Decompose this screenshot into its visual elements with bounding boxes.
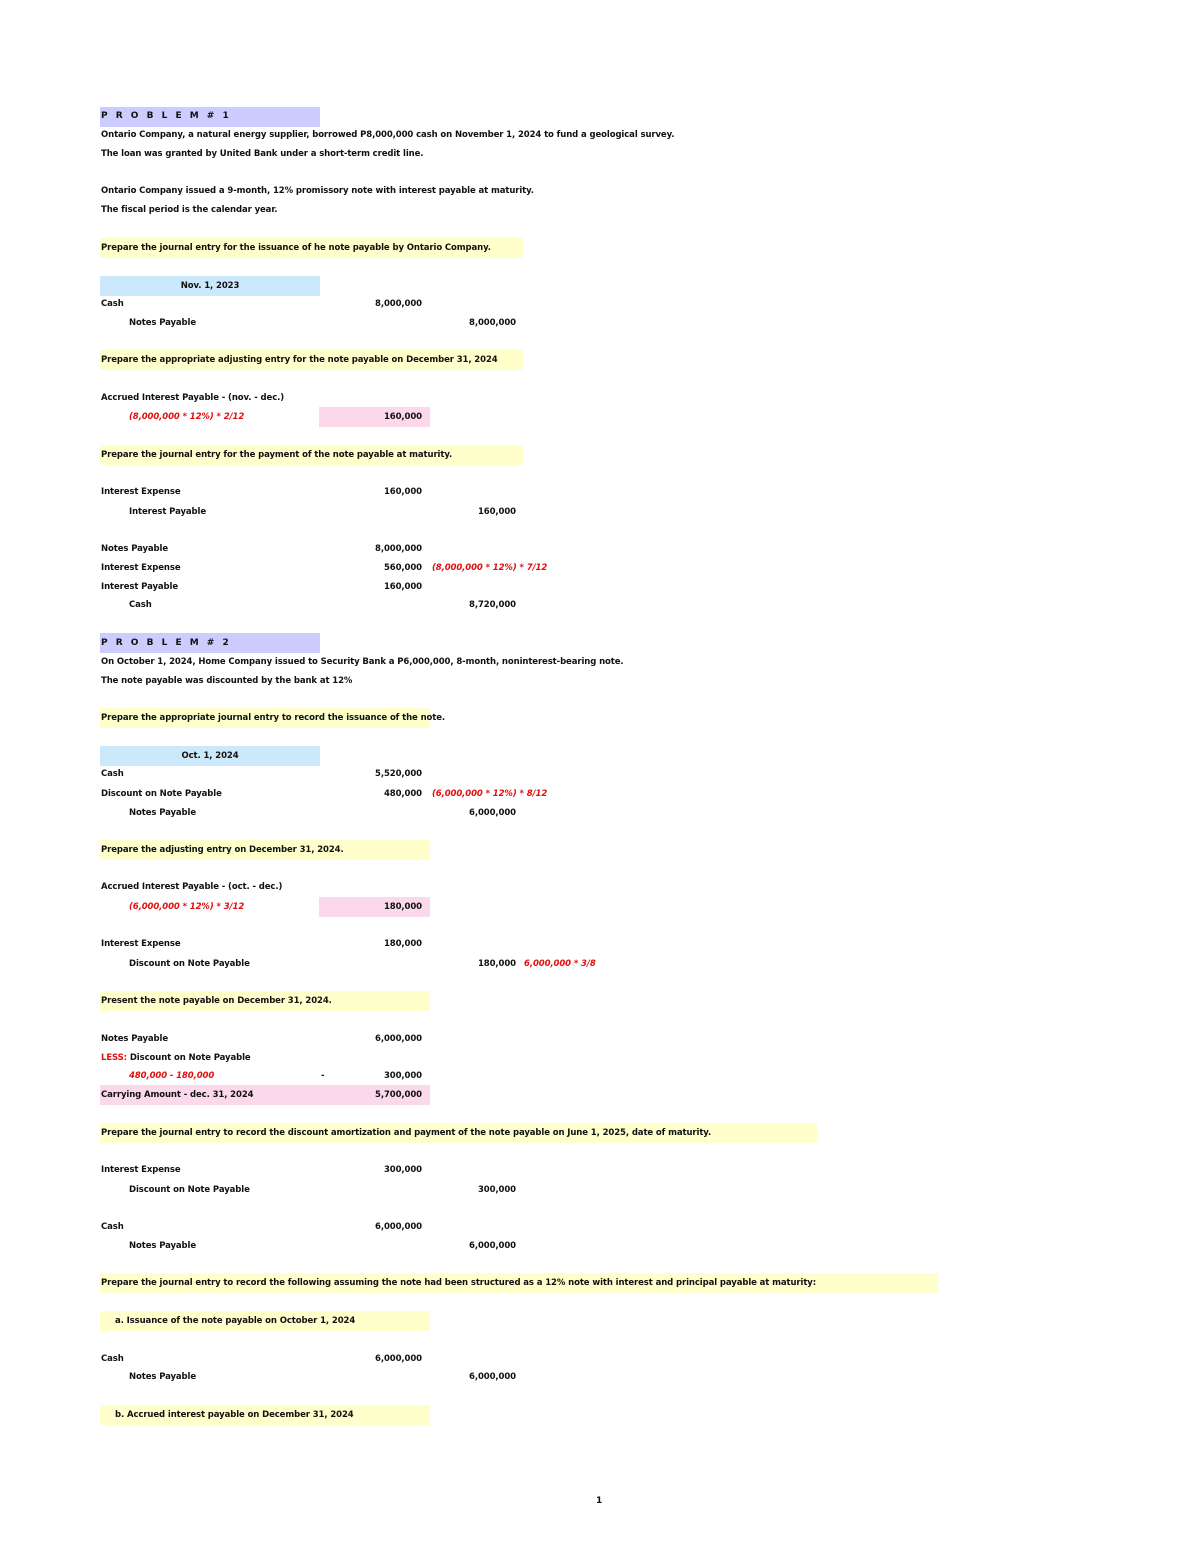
p2-e5-notes-payable-credit: 6,000,000 <box>469 1241 516 1251</box>
p2-e2-interest-expense-debit: 180,000 <box>383 939 422 949</box>
p1-accrued-formula: (8,000,000 * 12%) * 2/12 <box>129 412 245 422</box>
p1-e3-interest-expense-debit: 160,000 <box>383 487 422 497</box>
p2-ea-notes-payable-credit: 6,000,000 <box>469 1372 516 1382</box>
p1-e3-interest-expense: Interest Expense <box>101 487 181 497</box>
p2-e2-interest-expense: Interest Expense <box>101 939 181 949</box>
p2-accrued-value: 180,000 <box>383 902 422 912</box>
p2-intro-1: On October 1, 2024, Home Company issued to Security Bank a P6,000,000, 8-month, noninterest-bearing note. <box>101 657 624 667</box>
p2-question-4: Prepare the journal entry to record the discount amortization and payment of the note payable on June 1, 2025, date of maturity. <box>101 1128 712 1138</box>
p2-pres-notes-payable-value: 6,000,000 <box>375 1034 422 1044</box>
p2-pres-less-line <box>101 1052 251 1064</box>
p2-e4-discount-credit: 300,000 <box>477 1185 516 1195</box>
p2-carrying-value: 5,700,000 <box>375 1090 422 1100</box>
p2-title: P R O B L E M # 2 <box>101 638 232 648</box>
p1-e1-cash: Cash <box>101 299 124 309</box>
p2-e1-discount-debit: 480,000 <box>383 789 422 799</box>
p1-intro-2: The loan was granted by United Bank under a short-term credit line. <box>101 149 424 159</box>
p2-pres-notes-payable: Notes Payable <box>101 1034 169 1044</box>
p2-pres-discount: Discount on Note Payable <box>126 1053 251 1063</box>
p1-e1-cash-debit: 8,000,000 <box>375 299 422 309</box>
p2-accrued-formula: (6,000,000 * 12%) * 3/12 <box>129 902 245 912</box>
p1-e4-interest-payable-debit: 160,000 <box>383 582 422 592</box>
p2-pres-discount-value: 300,000 <box>383 1071 422 1081</box>
p2-e1-notes-payable-credit: 6,000,000 <box>469 808 516 818</box>
p2-e1-discount: Discount on Note Payable <box>101 789 222 799</box>
p1-intro-3: Ontario Company issued a 9-month, 12% promissory note with interest payable at maturity. <box>101 186 534 196</box>
p1-e4-cash: Cash <box>129 600 152 610</box>
p2-e1-notes-payable: Notes Payable <box>129 808 197 818</box>
p2-e1-discount-formula: (6,000,000 * 12%) * 8/12 <box>432 789 548 799</box>
p1-e4-interest-expense-debit: 560,000 <box>383 563 422 573</box>
p1-e3-interest-payable-credit: 160,000 <box>477 507 516 517</box>
p2-e5-cash-debit: 6,000,000 <box>375 1222 422 1232</box>
p2-pres-less: LESS: <box>101 1053 127 1063</box>
p2-pres-dash: - <box>321 1071 325 1081</box>
p1-accrued-value: 160,000 <box>383 412 422 422</box>
p2-ea-cash: Cash <box>101 1354 124 1364</box>
p2-ea-notes-payable: Notes Payable <box>129 1372 197 1382</box>
p1-e3-interest-payable: Interest Payable <box>129 507 206 517</box>
p1-e4-notes-payable-debit: 8,000,000 <box>375 544 422 554</box>
p2-question-a: a. Issuance of the note payable on October 1, 2024 <box>115 1316 356 1326</box>
p2-question-b: b. Accrued interest payable on December 31, 2024 <box>115 1410 354 1420</box>
p2-e2-discount-credit: 180,000 <box>477 959 516 969</box>
p1-e4-interest-formula: (8,000,000 * 12%) * 7/12 <box>432 563 548 573</box>
p2-e5-cash: Cash <box>101 1222 124 1232</box>
p1-question-2: Prepare the appropriate adjusting entry for the note payable on December 31, 2024 <box>101 355 498 365</box>
p1-question-1: Prepare the journal entry for the issuance of he note payable by Ontario Company. <box>101 243 491 253</box>
p2-question-5: Prepare the journal entry to record the following assuming the note had been structured as a 12% note with interest and principal payable at maturity: <box>101 1278 817 1288</box>
p2-e1-cash: Cash <box>101 769 124 779</box>
p2-intro-2: The note payable was discounted by the bank at 12% <box>101 676 353 686</box>
page-number: 1 <box>596 1496 603 1506</box>
p2-carrying-label: Carrying Amount - dec. 31, 2024 <box>101 1090 254 1100</box>
p1-e4-interest-payable: Interest Payable <box>101 582 178 592</box>
p1-e4-interest-expense: Interest Expense <box>101 563 181 573</box>
p1-e1-notes-payable: Notes Payable <box>129 318 197 328</box>
p2-e2-discount: Discount on Note Payable <box>129 959 250 969</box>
p1-accrued-label: Accrued Interest Payable - (nov. - dec.) <box>101 393 285 403</box>
p2-ea-cash-debit: 6,000,000 <box>375 1354 422 1364</box>
p2-entry-date: Oct. 1, 2024 <box>181 751 239 761</box>
p2-e4-interest-expense: Interest Expense <box>101 1165 181 1175</box>
p2-accrued-label: Accrued Interest Payable - (oct. - dec.) <box>101 882 283 892</box>
p1-e4-cash-credit: 8,720,000 <box>469 600 516 610</box>
p1-title: P R O B L E M # 1 <box>101 111 232 121</box>
p1-e1-notes-payable-credit: 8,000,000 <box>469 318 516 328</box>
p2-question-2: Prepare the adjusting entry on December 31, 2024. <box>101 845 344 855</box>
p2-question-3: Present the note payable on December 31, 2024. <box>101 996 332 1006</box>
p1-intro-4: The fiscal period is the calendar year. <box>101 205 278 215</box>
p1-question-3: Prepare the journal entry for the payment of the note payable at maturity. <box>101 450 453 460</box>
p2-e5-notes-payable: Notes Payable <box>129 1241 197 1251</box>
p2-e4-interest-expense-debit: 300,000 <box>383 1165 422 1175</box>
p2-question-1: Prepare the appropriate journal entry to record the issuance of the note. <box>101 713 446 723</box>
p2-e2-formula: 6,000,000 * 3/8 <box>524 959 596 969</box>
p1-intro-1: Ontario Company, a natural energy supplier, borrowed P8,000,000 cash on November 1, 2024 to fund a geological survey. <box>101 130 675 140</box>
p2-e1-cash-debit: 5,520,000 <box>375 769 422 779</box>
p2-e4-discount: Discount on Note Payable <box>129 1185 250 1195</box>
p2-pres-formula: 480,000 - 180,000 <box>129 1071 215 1081</box>
p1-e4-notes-payable: Notes Payable <box>101 544 169 554</box>
p1-entry-date: Nov. 1, 2023 <box>180 281 240 291</box>
